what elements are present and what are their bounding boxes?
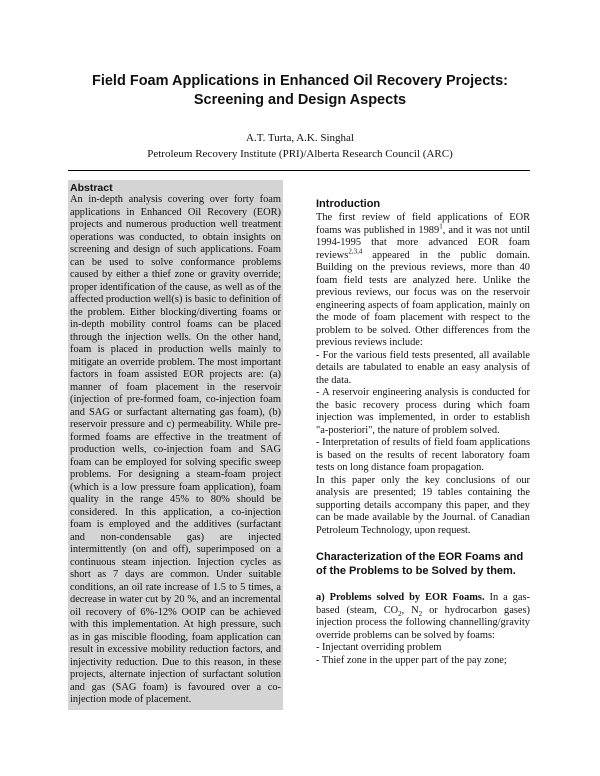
- intro-bullet-3: - Interpretation of results of field foam applications is based on the results of recent laboratory foam tests on long distance foam propagation.: [316, 437, 530, 473]
- affiliation: Petroleum Recovery Institute (PRI)/Alberta Research Council (ARC): [147, 148, 453, 160]
- intro-paragraph-1: [316, 212, 530, 350]
- left-column: [68, 180, 283, 710]
- intro-paragraph-2: In this paper only the key conclusions of our analysis are presented; 19 tables containing the supporting details accompany this paper, and they can be made available by the Journal. of Canadian Petroleum Technology, upon request.: [316, 474, 530, 536]
- ref-2-4: 2,3,4: [348, 247, 363, 256]
- intro-p1-b: , and it was not until 1994-1995 that more advanced EOR foam reviews: [316, 224, 530, 261]
- abstract-box: [68, 180, 283, 710]
- intro-bullet-1: - For the various field tests presented, all available details are tabulated to enable an easy analysis of the data.: [316, 349, 530, 386]
- intro-p1-a: The first review of field applications of EOR foams was published in 1989: [316, 212, 530, 236]
- title-line-2: Screening and Design Aspects: [193, 92, 407, 108]
- section2-paragraph: [316, 592, 530, 642]
- paper-title: [30, 72, 570, 110]
- intro-bullet-2: - A reservoir engineering analysis is conducted for the basic recovery process during which foam injection was implemented, in order to establish "a-posteriori", the nature of problem solved.: [316, 387, 530, 436]
- section2-list-item-2: - Thief zone in the upper part of the pay zone;: [316, 654, 507, 666]
- section2-text-c: or hydrocarbon gases) injection process the following channelling/gravity override problems can be solved by foams:: [316, 604, 530, 641]
- header-divider: [68, 170, 530, 171]
- section2-text-a: In a gas-based (steam, CO: [316, 592, 530, 616]
- title-line-1: Field Foam Applications in Enhanced Oil Recovery Projects:: [91, 73, 509, 89]
- right-column: [316, 198, 530, 667]
- sub-co2: 2: [398, 609, 402, 618]
- section2-list-item-1: - Injectant overriding problem: [316, 642, 442, 653]
- intro-p1-c: appeared in the public domain. Building on the previous reviews, more than 40 foam field tests are analyzed here. Unlike the previous reviews, our focus was on the reservoir engineering aspects of foam application, mainly on the mode of foam placement with respect to the problem to be solved. Other differences from the previous reviews include:: [316, 249, 530, 348]
- author-block: [30, 130, 570, 162]
- section2-runin: a) Problems solved by EOR Foams.: [316, 592, 485, 603]
- section2-heading: Characterization of the EOR Foams and of the Problems to be Solved by them.: [316, 551, 524, 577]
- section2-text-b: , N: [401, 604, 419, 616]
- abstract-heading: Abstract: [70, 182, 113, 194]
- introduction-heading: Introduction: [316, 198, 381, 210]
- ref-1: 1: [439, 222, 443, 231]
- sub-n2: 2: [418, 609, 423, 618]
- abstract-text: An in-depth analysis covering over forty foam applications in Enhanced Oil Recovery (EOR) projects and numerous production well treatment operations was conducted, to obtain insights on screening and design of such applications. Foam can be used to solve conformance problems caused by either a thief zone or gravity override; proper identification of the cause, as well as of the affected production well(s) is basic to definition of the problem. Either blocking/diverting foams or in-depth mobility control foams can be placed through the injection wells. On the other hand, foam is placed in production wells mainly to mitigate an override problem. The most important factors in foam assisted EOR projects are: (a) manner of foam placement in the reservoir (injection of pre-formed foam, co-injection foam and SAG or surfactant alternating gas foam), (b) reservoir pressure and c) permeability. While pre-formed foams are effective in the treatment of production wells, co-injection foam and SAG foam can be employed for solving specific sweep problems. For designing a steam-foam project (which is a low pressure foam application), foam quality in the range 45% to 80% should be considered. In this application, a co-injection foam is employed and the additives (surfactant and non-condensable gas) are injected intermittently (on and off), superimposed on a continuous steam injection. Injection cycles as short as 7 days are common. Under suitable conditions, an oil rate increase of 1.5 to 5 times, a decrease in water cut by 20 %, and an incremental oil recovery of 6%-12% OOIP can be achieved with this implementation. At high pressure, such as in gas miscible flooding, foam application can result in excessive mobility reduction factors, and injectivity reduction. Due to this reason, in these projects, alternate injection of surfactant solution and gas (SAG foam) is favoured over a co-injection mode of placement.: [70, 194, 281, 705]
- authors: A.T. Turta, A.K. Singhal: [246, 132, 354, 144]
